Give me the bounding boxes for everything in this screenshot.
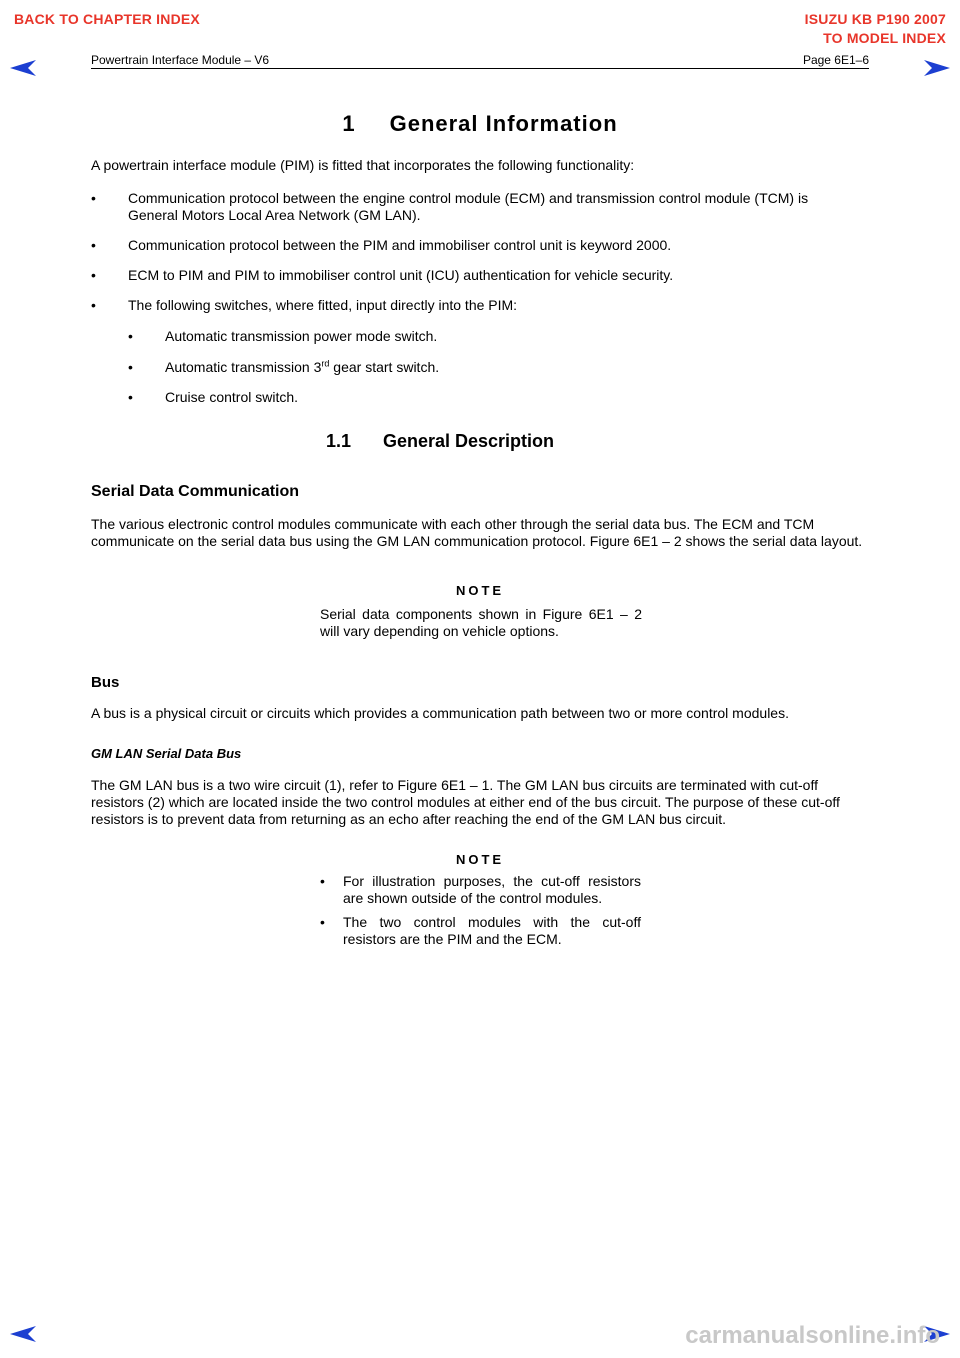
list-item-text: Communication protocol between the PIM and immobiliser control unit is keyword 2000. (128, 237, 672, 253)
bullet-icon: • (128, 328, 133, 344)
bus-paragraph: A bus is a physical circuit or circuits which provides a communication path between two or more control modules. (91, 705, 789, 721)
section-title: General Information (389, 111, 618, 136)
section-heading (0, 111, 960, 137)
note-list-item-text: The two control modules with the cut-off resistors are the PIM and the ECM. (343, 914, 641, 947)
page-number: Page 6E1–6 (802, 53, 869, 67)
list-item-text: Communication protocol between the engine control module (ECM) and transmission control module (TCM) is General Motors Local Area Network (GM LAN). (128, 190, 809, 223)
bullet-icon: • (91, 190, 96, 206)
header-divider (91, 68, 869, 69)
subsection-title: General Description (382, 431, 555, 451)
sub-list-item-text: Cruise control switch. (165, 389, 299, 405)
bullet-icon: • (128, 389, 133, 405)
note-title: NOTE (455, 852, 505, 867)
subsection-number: 1.1 (325, 431, 351, 451)
serial-data-paragraph: The various electronic control modules communicate with each other through the serial data bus. The ECM and TCM communicate on the serial data bus using the GM LAN communication protocol. Figure 6E1 – 2 shows the serial data layout. (91, 516, 863, 549)
next-page-arrow-icon[interactable] (922, 60, 950, 76)
sub-list-item-text: Automatic transmission power mode switch. (165, 328, 438, 344)
bullet-icon: • (91, 297, 96, 313)
bullet-icon: • (320, 873, 325, 889)
bullet-icon: • (320, 914, 325, 930)
note-list-item-text: For illustration purposes, the cut-off resistors are shown outside of the control modules. (343, 873, 641, 906)
note-title: NOTE (455, 583, 505, 598)
bus-heading: Bus (91, 674, 120, 691)
bullet-icon: • (128, 359, 133, 375)
gm-lan-heading: GM LAN Serial Data Bus (91, 746, 242, 761)
list-item-text: The following switches, where fitted, input directly into the PIM: (128, 297, 518, 313)
serial-data-heading: Serial Data Communication (91, 483, 300, 500)
gm-lan-paragraph: The GM LAN bus is a two wire circuit (1), refer to Figure 6E1 – 1. The GM LAN bus circuits are terminated with cut-off resistors (2) which are located inside the two control modules at either end of the bus circuit. The purpose of these cut-off resistors is to prevent data from returning as an echo after reaching the end of the GM LAN bus circuit. (91, 777, 840, 827)
to-model-index-link[interactable]: TO MODEL INDEX (823, 30, 946, 46)
subsection-heading (0, 431, 880, 452)
sub-list-item-text: Automatic transmission 3rd gear start switch. (165, 358, 440, 375)
previous-page-arrow-bottom-icon[interactable] (10, 1326, 38, 1342)
model-title-link[interactable]: ISUZU KB P190 2007 (804, 11, 946, 27)
section-number: 1 (342, 111, 356, 136)
bullet-icon: • (91, 267, 96, 283)
intro-paragraph: A powertrain interface module (PIM) is fitted that incorporates the following functionality: (91, 157, 635, 173)
list-item-text: ECM to PIM and PIM to immobiliser control unit (ICU) authentication for vehicle security. (128, 267, 674, 283)
page-header-title: Powertrain Interface Module – V6 (91, 53, 270, 67)
watermark: carmanualsonline.info (685, 1322, 940, 1349)
back-to-chapter-index-link[interactable]: BACK TO CHAPTER INDEX (14, 11, 200, 27)
previous-page-arrow-icon[interactable] (10, 60, 38, 76)
bullet-icon: • (91, 237, 96, 253)
note-body: Serial data components shown in Figure 6E1 – 2 will vary depending on vehicle options. (320, 606, 642, 639)
